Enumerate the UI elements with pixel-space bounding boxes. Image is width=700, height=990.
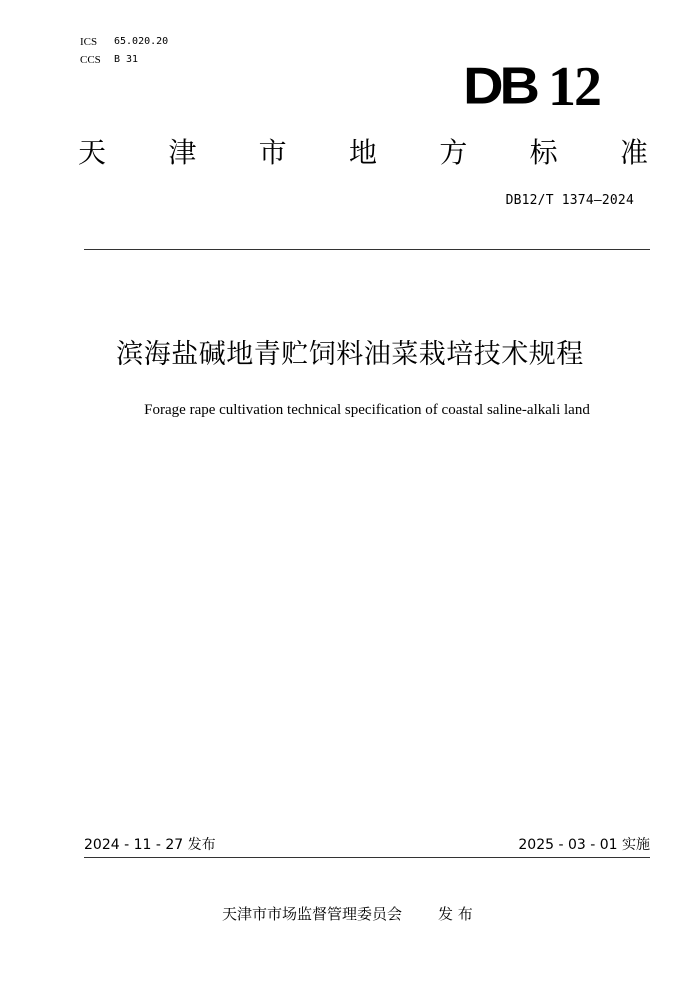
standard-type-char: 方 xyxy=(439,136,468,169)
standard-logo xyxy=(463,56,600,118)
top-divider xyxy=(84,249,650,250)
standard-type-char: 津 xyxy=(168,136,197,169)
ccs-code: B 31 xyxy=(114,54,139,65)
bottom-divider xyxy=(84,857,650,858)
issuer-line xyxy=(222,904,473,924)
classification-codes xyxy=(80,33,168,69)
ccs-label: CCS xyxy=(80,54,101,66)
issuer-name: 天津市市场监督管理委员会 xyxy=(222,905,403,923)
logo-number: 12 xyxy=(548,56,600,118)
standard-type-char: 标 xyxy=(529,136,558,169)
logo-prefix: DB xyxy=(463,56,536,115)
standard-type-char: 地 xyxy=(348,136,377,169)
ics-row xyxy=(80,33,168,51)
ics-code: 65.020.20 xyxy=(114,36,169,47)
publish-date: 2024 - 11 - 27 发布 xyxy=(84,837,216,853)
standard-type-char: 市 xyxy=(258,136,287,169)
document-title-chinese: 滨海盐碱地青贮饲料油菜栽培技术规程 xyxy=(116,339,584,370)
standard-number: DB12/T 1374—2024 xyxy=(505,193,634,208)
ccs-row xyxy=(80,51,168,69)
issue-label: 发 布 xyxy=(438,905,473,923)
standard-type-char: 准 xyxy=(619,136,648,169)
standard-type-char: 天 xyxy=(78,136,107,169)
ics-label: ICS xyxy=(80,36,98,48)
standard-type-heading xyxy=(78,136,648,170)
document-title-english: Forage rape cultivation technical specification of coastal saline-alkali land xyxy=(144,402,590,418)
implement-date: 2025 - 03 - 01 实施 xyxy=(518,837,650,853)
